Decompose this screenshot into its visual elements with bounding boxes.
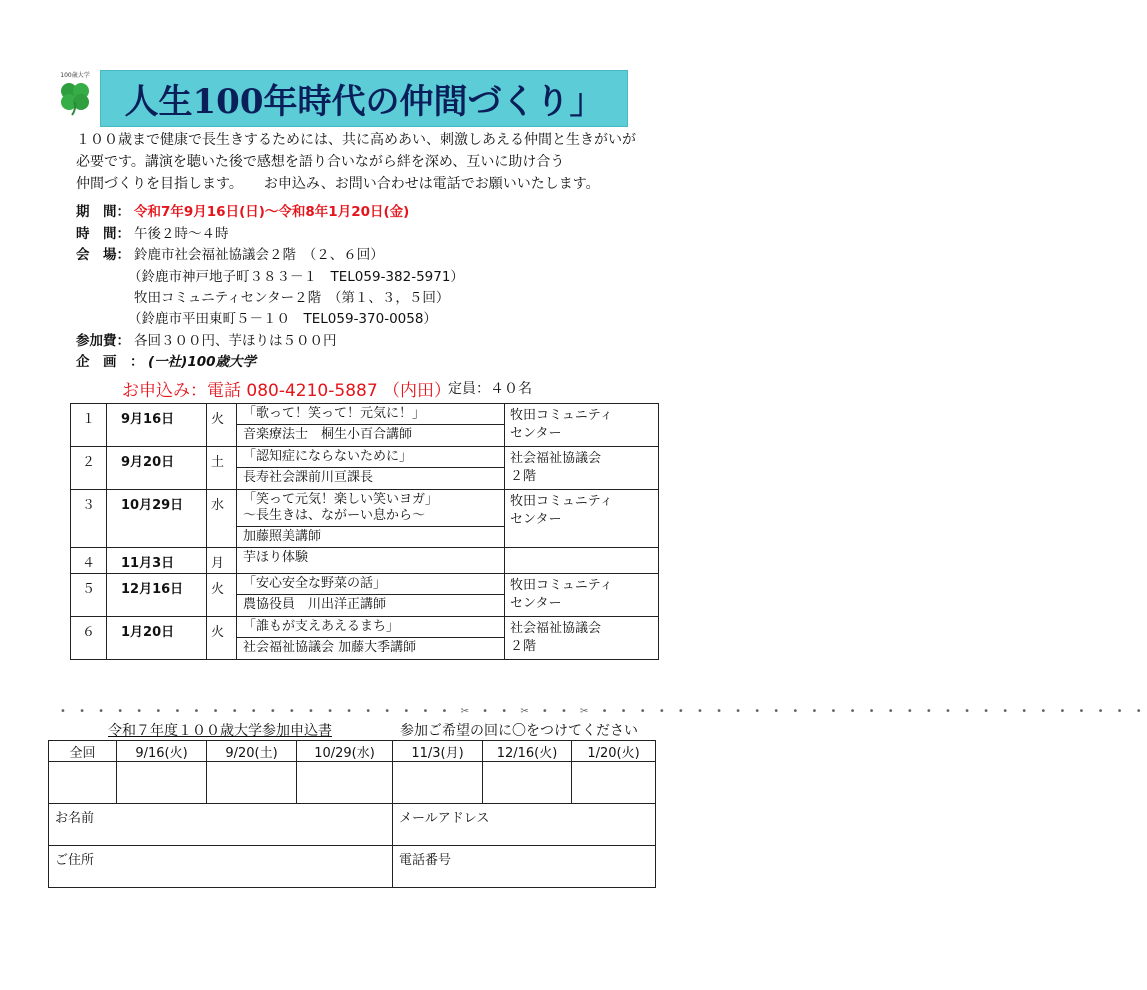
email-label: メールアドレス [399,811,490,826]
intro-line-3: 仲間づくりを目指します。 お申込み、お問い合わせは電話でお願いいたします。 [76,176,600,192]
session-date: 1月20日 [107,617,207,660]
session-venue: 社会福祉協議会 ２階 [505,617,659,660]
form-column-header: 全回 [49,741,117,762]
venue-label: 会 場： [76,247,130,263]
period-value: 令和7年9月16日(日)～令和8年1月20日(金) [134,204,410,220]
session-topic [237,447,505,490]
venue-line-2: （鈴鹿市神戸地子町３８３－１ TEL059-382-5971） [128,269,464,285]
topic-speaker: 社会福祉協議会 加藤大季講師 [243,640,417,655]
session-topic [237,404,505,447]
session-venue: 社会福祉協議会 ２階 [505,447,659,490]
topic-title: 芋ほり体験 [243,550,309,565]
session-venue [505,548,659,574]
topic-title: 「誰もが支えあえるまち」 [237,617,504,638]
session-topic [237,574,505,617]
name-label: お名前 [55,811,95,826]
organizer-value: (一社)100歳大学 [148,354,257,370]
session-venue: 牧田コミュニティ センター [505,490,659,548]
fee-value: 各回３００円、芋ほりは５００円 [134,333,337,349]
topic-title: 「歌って！笑って！元気に！」 [237,404,504,425]
session-topic [237,490,505,548]
session-checkbox[interactable] [572,762,656,804]
topic-title: 「認知症にならないために」 [237,447,504,468]
session-number: ５ [71,574,107,617]
fee-label: 参加費： [76,333,130,349]
topic-title: 「安心安全な野菜の話」 [237,574,504,595]
topic-speaker: 農協役員 川出洋正講師 [243,597,387,612]
time-label: 時 間： [76,226,130,242]
venue-line-4: （鈴鹿市平田東町５－１０ TEL059-370-0058） [128,311,437,327]
session-weekday: 水 [207,490,237,548]
form-column-header: 9/16(火) [117,741,207,762]
topic-speaker: 長寿社会課前川亘課長 [243,470,374,485]
capacity: 定員：４０名 [448,381,532,397]
session-topic [237,617,505,660]
schedule-table [70,403,659,660]
session-weekday: 火 [207,617,237,660]
page-title: 人生100年時代の仲間づくり」 [124,82,604,122]
schedule-row [71,548,659,574]
session-venue: 牧田コミュニティ センター [505,404,659,447]
form-instruction: 参加ご希望の回に〇をつけてください [400,723,638,739]
form-column-header: 9/20(土) [207,741,297,762]
form-column-header: 1/20(火) [572,741,656,762]
title-banner [100,70,628,127]
schedule-row [71,617,659,660]
session-checkbox[interactable] [117,762,207,804]
session-venue: 牧田コミュニティ センター [505,574,659,617]
address-field[interactable] [49,846,393,888]
schedule-row [71,404,659,447]
session-topic [237,548,505,574]
session-checkbox[interactable] [297,762,393,804]
session-date: 9月20日 [107,447,207,490]
intro-line-2: 必要です。講演を聴いた後で感想を語り合いながら絆を深め、互いに助け合う [76,154,565,170]
session-weekday: 火 [207,404,237,447]
clover-icon [58,80,92,116]
session-weekday: 月 [207,548,237,574]
apply-phone: お申込み：電話 080-4210-5887 （内田） [122,381,452,401]
session-date: 11月3日 [107,548,207,574]
time-value: 午後２時～４時 [134,226,229,242]
topic-speaker: 加藤照美講師 [243,529,322,544]
logo [52,70,98,130]
phone-field[interactable] [393,846,656,888]
name-field[interactable] [49,804,393,846]
session-date: 9月16日 [107,404,207,447]
venue-line-3: 牧田コミュニティセンター２階 （第１、３，５回） [134,290,450,306]
organizer-label: 企 画 ： [76,354,144,370]
session-number: ４ [71,548,107,574]
session-checkbox[interactable] [483,762,572,804]
form-column-header: 12/16(火) [483,741,572,762]
form-column-header: 10/29(水) [297,741,393,762]
venue-line-1: 鈴鹿市社会福祉協議会２階 （２、６回） [134,247,384,263]
logo-text: 100歳大学 [60,72,90,79]
application-form [48,740,656,888]
period-label: 期 間： [76,204,130,220]
topic-title: 「笑って元気！楽しい笑いヨガ」 ～長生きは、ながーい息から～ [237,490,504,527]
form-title: 令和７年度１００歳大学参加申込書 [108,723,332,739]
session-weekday: 土 [207,447,237,490]
schedule-row [71,490,659,548]
email-field[interactable] [393,804,656,846]
session-checkbox[interactable] [49,762,117,804]
session-date: 12月16日 [107,574,207,617]
address-label: ご住所 [55,853,95,868]
session-number: ２ [71,447,107,490]
topic-speaker: 音楽療法士 桐生小百合講師 [243,427,413,442]
session-checkbox[interactable] [393,762,483,804]
session-checkbox[interactable] [207,762,297,804]
phone-label: 電話番号 [399,853,452,868]
session-weekday: 火 [207,574,237,617]
schedule-row [71,574,659,617]
session-number: １ [71,404,107,447]
schedule-row [71,447,659,490]
session-date: 10月29日 [107,490,207,548]
form-column-header: 11/3(月) [393,741,483,762]
intro-line-1: １００歳まで健康で長生きするためには、共に高めあい、刺激しあえる仲間と生きがいが [76,132,636,148]
session-number: ３ [71,490,107,548]
session-number: ６ [71,617,107,660]
cut-line: • • • • • • • • • • • • • • • • • • • • • ✂ • • ✂ • • ✂ • • • • • • • • • • • • • • • • • • • • • • • • • • • • • [60,706,1147,717]
